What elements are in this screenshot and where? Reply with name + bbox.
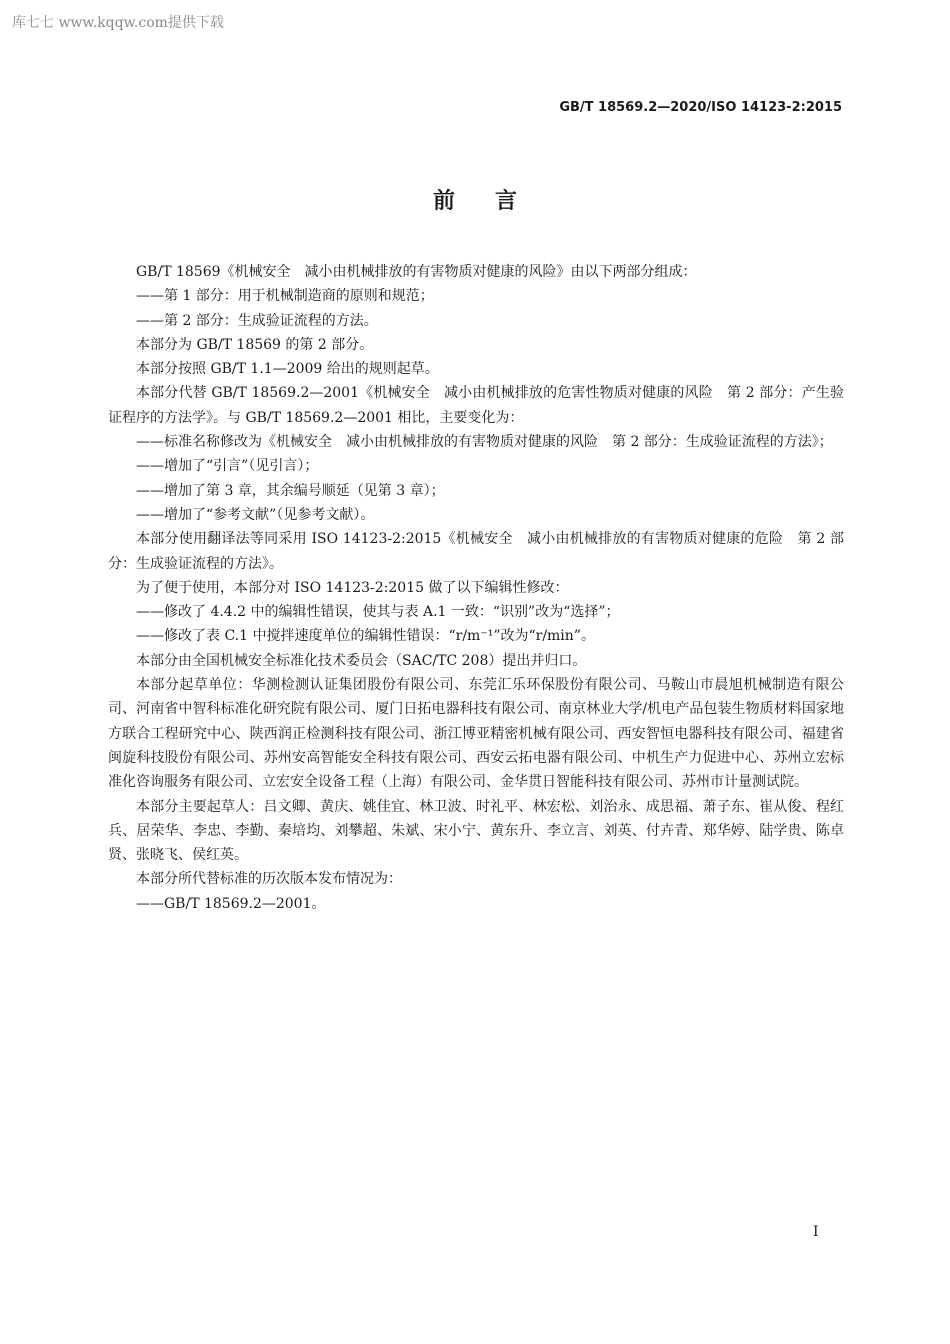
- list-item-part1: ——第 1 部分：用于机械制造商的原则和规范；: [136, 288, 434, 305]
- list-item-editorial-1: ——修改了 4.4.2 中的编辑性错误，使其与表 A.1 一致：“识别”改为“选择”；: [136, 604, 620, 621]
- paragraph-intro: GB/T 18569《机械安全 减小由机械排放的有害物质对健康的风险》由以下两部分组成：: [136, 264, 697, 280]
- paragraph-history: 本部分所代替标准的历次版本发布情况为：: [136, 871, 402, 888]
- list-item-editorial-2: ——修改了表 C.1 中搅拌速度单位的编辑性错误：“r/m⁻¹”改为“r/min”。: [136, 628, 595, 645]
- paragraph-drafting-rules: 本部分按照 GB/T 1.1—2009 给出的规则起草。: [136, 361, 439, 378]
- list-item-change-bibliography: ——增加了“参考文献”（见参考文献）。: [136, 506, 375, 523]
- list-item-part2: ——第 2 部分：生成验证流程的方法。: [136, 312, 378, 329]
- page-title: 前言: [432, 189, 557, 214]
- page-number: I: [813, 1224, 819, 1240]
- paragraph-adoption: 本部分使用翻译法等同采用 ISO 14123-2:2015《机械安全 减小由机械排放的有害物质对健康的危险 第 2 部分：生成验证流程的方法》。: [108, 531, 844, 572]
- standard-code: GB/T 18569.2—2020/ISO 14123-2:2015: [559, 100, 842, 115]
- paragraph-replacement: 本部分代替 GB/T 18569.2—2001《机械安全 减小由机械排放的危害性物质对健康的风险 第 2 部分：产生验证程序的方法学》。与 GB/T 18569.2—2001 相比，主要变化为：: [108, 385, 844, 426]
- paragraph-drafting-units: 本部分起草单位：华测检测认证集团股份有限公司、东莞汇乐环保股份有限公司、马鞍山市晨旭机械制造有限公司、河南省中智科标准化研究院有限公司、厦门日拓电器科技有限公司、南京林业大学/机电产品包装生物质材料国家地方联合工程研究中心、陕西润正检测科技有限公司、浙江博亚精密机械有限公司、西安智恒电器科技有限公司、福建省闽旋科技股份有限公司、苏州安高智能安全科技有限公司、西安云拓电器有限公司、中机生产力促进中心、苏州立宏标准化咨询服务有限公司、立宏安全设备工程（上海）有限公司、金华贯日智能科技有限公司、苏州市计量测试院。: [108, 677, 844, 791]
- list-item-change-chapter3: ——增加了第 3 章，其余编号顺延（见第 3 章）；: [136, 482, 445, 499]
- paragraph-committee: 本部分由全国机械安全标准化技术委员会（SAC/TC 208）提出并归口。: [136, 652, 587, 669]
- paragraph-drafters: 本部分主要起草人：吕文卿、黄庆、姚佳宜、林卫波、时礼平、林宏松、刘治永、成思福、萧子东、崔从俊、程红兵、居荣华、李忠、李勤、秦培均、刘攀超、朱斌、宋小宁、黄东升、李立言、刘英、付卉青、郑华婷、陆学贵、陈卓贤、张晓飞、侯红英。: [108, 798, 844, 864]
- list-item-change-title: ——标准名称修改为《机械安全 减小由机械排放的有害物质对健康的风险 第 2 部分：生成验证流程的方法》；: [136, 434, 833, 451]
- foreword-body: [108, 260, 844, 916]
- watermark-text: 库七七 www.kqqw.com提供下载: [12, 15, 224, 31]
- list-item-change-intro: ——增加了“引言”（见引言）；: [136, 458, 319, 475]
- list-item-history: ——GB/T 18569.2—2001。: [136, 895, 326, 912]
- paragraph-part-statement: 本部分为 GB/T 18569 的第 2 部分。: [136, 336, 374, 353]
- paragraph-editorial-changes: 为了便于使用，本部分对 ISO 14123-2:2015 做了以下编辑性修改：: [136, 579, 569, 596]
